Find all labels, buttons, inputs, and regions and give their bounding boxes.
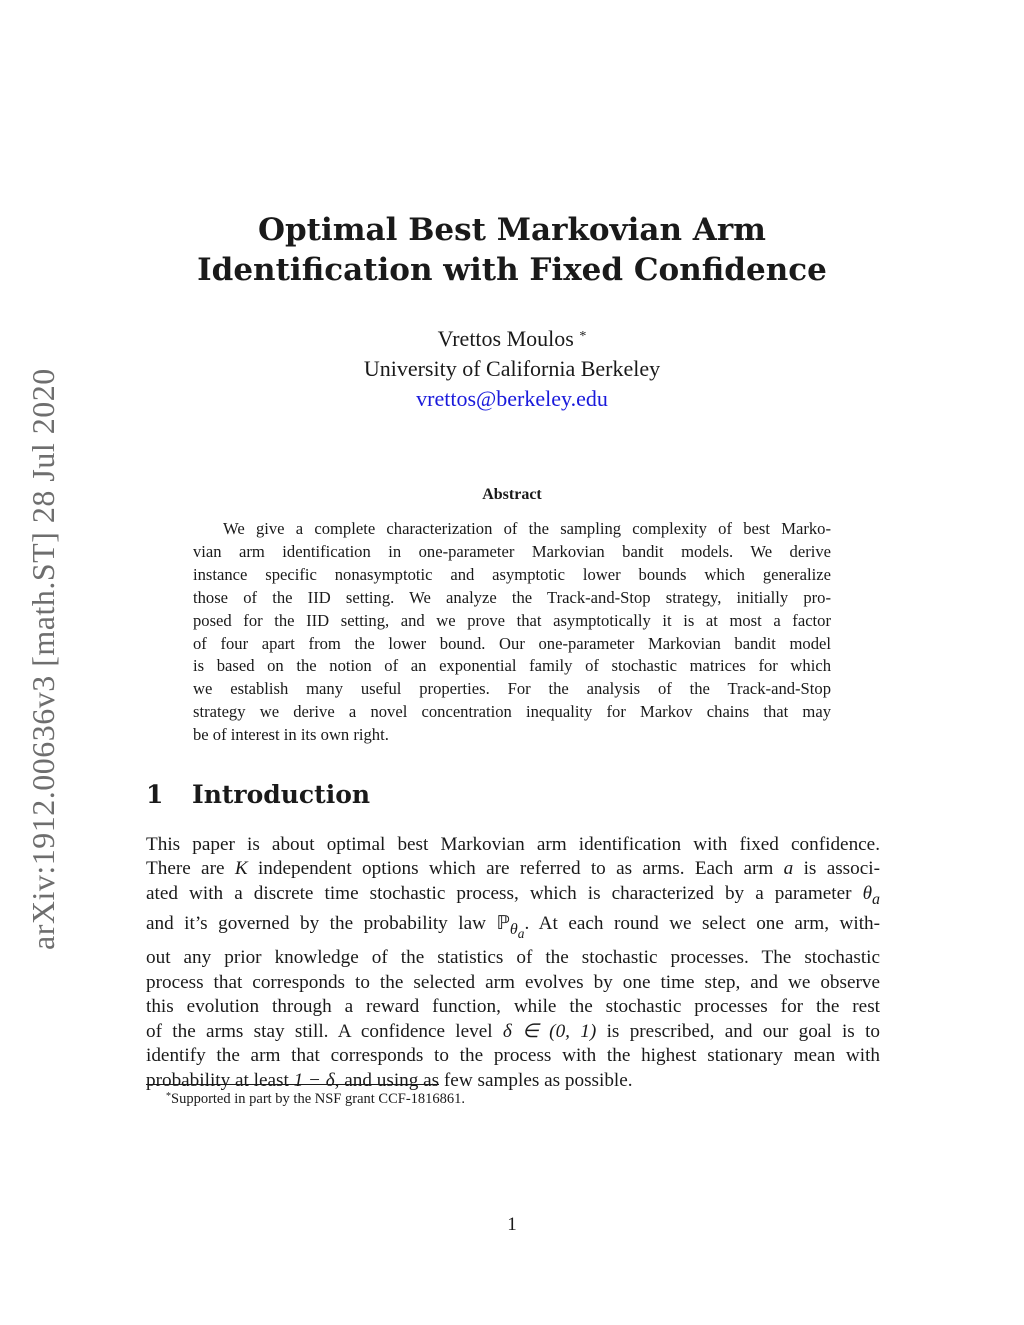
intro-line: process that corresponds to the selected arm evolves by one time step, and we observe [146, 971, 880, 993]
abstract-line: instance specific nonasymptotic and asymptotic lower bounds which generalize [193, 564, 831, 584]
title-line-2: Identification with Fixed Confidence [197, 252, 827, 288]
introduction-paragraph [146, 833, 880, 1093]
intro-line: out any prior knowledge of the statistics of the stochastic processes. The stochastic [146, 947, 880, 969]
abstract-line: those of the IID setting. We analyze the Track-and-Stop strategy, initially pro- [193, 587, 831, 607]
section-heading-introduction [146, 780, 370, 809]
intro-line: and it’s governed by the probability law ℙ$_{\theta_a}$. At each round we select one arm, with- [146, 913, 881, 942]
author-footnote-marker: * [579, 329, 587, 344]
title-line-1: Optimal Best Markovian Arm [257, 212, 766, 248]
abstract-line: strategy we derive a novel concentration inequality for Markov chains that may [193, 702, 831, 722]
author-affiliation: University of California Berkeley [363, 356, 661, 381]
paper-title [0, 210, 1024, 290]
page-number: 1 [507, 1214, 517, 1235]
footnote [166, 1091, 465, 1108]
section-title: Introduction [192, 780, 371, 809]
intro-line: identify the arm that corresponds to the process with the highest stationary mean with [146, 1045, 880, 1067]
intro-line: probability at least 1 − δ, and using as few samples as possible. [146, 1069, 633, 1091]
abstract-line: is based on the notion of an exponential family of stochastic matrices for which [193, 656, 831, 676]
abstract-line: of four apart from the lower bound. Our one-parameter Markovian bandit model [193, 633, 831, 653]
arxiv-identifier-stamp: arXiv:1912.00636v3 [math.ST] 28 Jul 2020 [25, 368, 61, 950]
intro-line: this evolution through a reward function, while the stochastic processes for the rest [146, 996, 880, 1018]
intro-line: This paper is about optimal best Markovian arm identification with fixed confidence. [146, 834, 880, 855]
abstract-body [193, 518, 831, 747]
footnote-text: Supported in part by the NSF grant CCF-1816861. [171, 1091, 466, 1107]
author-email-link[interactable]: vrettos@berkeley.edu [416, 386, 608, 411]
footnote-divider [146, 1084, 439, 1085]
abstract-line: we establish many useful properties. For the analysis of the Track-and-Stop [193, 679, 831, 699]
abstract-heading: Abstract [482, 486, 542, 503]
abstract-line: be of interest in its own right. [193, 725, 389, 745]
abstract-line: We give a complete characterization of the sampling complexity of best Marko- [223, 519, 831, 538]
section-number: 1 [146, 780, 164, 809]
intro-line: ated with a discrete time stochastic process, which is characterized by a parameter $\theta_a$ [146, 882, 880, 908]
intro-line: There are K independent options which are referred to as arms. Each arm a is associ- [146, 858, 880, 880]
abstract-line: vian arm identification in one-parameter Markovian bandit models. We derive [193, 541, 831, 561]
author-block [0, 324, 1024, 414]
intro-line: of the arms stay still. A confidence level δ ∈ (0, 1) is prescribed, and our goal is to [146, 1020, 880, 1042]
footnote-marker: * [166, 1091, 171, 1102]
author-name: Vrettos Moulos * [437, 326, 587, 351]
abstract-line: posed for the IID setting, and we prove that asymptotically it is at most a factor [193, 610, 831, 630]
